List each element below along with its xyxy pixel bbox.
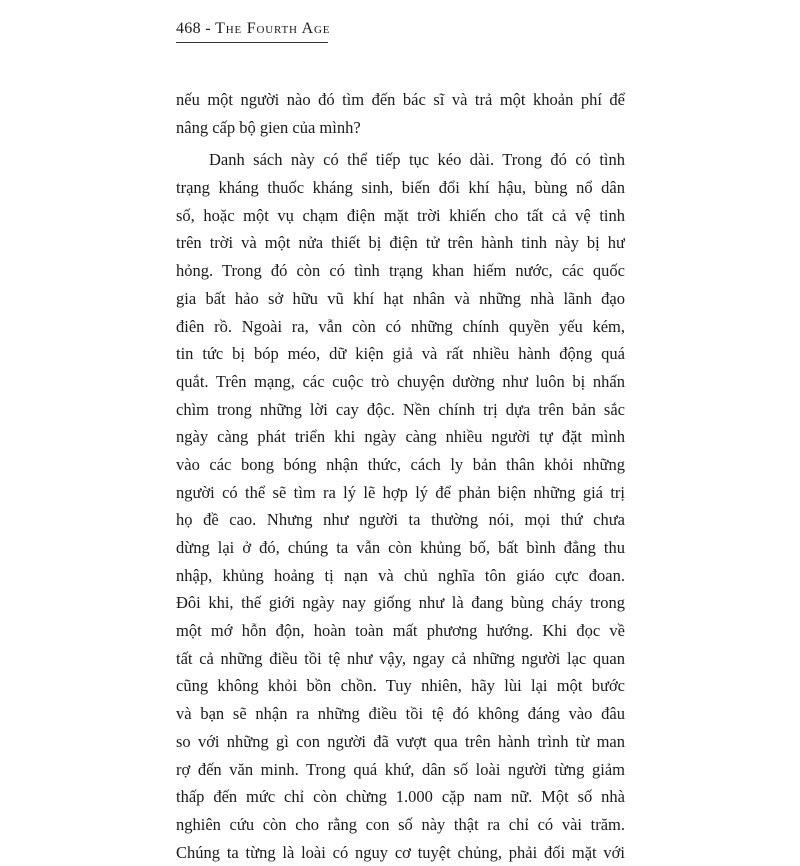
text-line: trạng kháng thuốc kháng sinh, biến đổi khí hậu, bùng nổ dân <box>176 178 625 198</box>
text-line: hỏng. Trong đó còn có tình trạng khan hiếm nước, các quốc <box>176 261 625 281</box>
text-line: và bạn sẽ nhận ra những điều tồi tệ đó không đáng vào đâu <box>176 704 625 724</box>
text-line: số, hoặc một vụ chạm điện mặt trời khiến cho tất cả vệ tinh <box>176 205 625 225</box>
paragraph <box>176 141 625 866</box>
text-line: dừng lại ở đó, chúng ta vẫn còn khủng bố, bất bình đẳng thu <box>176 538 625 557</box>
text-line: rợ đến văn minh. Trong quá khứ, dân số loài người từng giảm <box>176 759 625 779</box>
text-line: Đôi khi, thế giới ngày nay giống như là đang bùng cháy trong <box>176 593 625 613</box>
text-line: nghiên cứu còn cho rằng con số này thật ra chỉ có vài trăm. <box>176 814 625 834</box>
text-line: ngày càng phát triển khi ngày càng nhiều người tự đặt mình <box>176 427 625 447</box>
text-line: trên trời và một nửa thiết bị điện tử trên hành tinh này bị hư <box>176 233 625 253</box>
running-header <box>176 18 331 40</box>
text-line: người có thể sẽ tìm ra lý lẽ hợp lý để phản biện những giá trị <box>176 482 625 502</box>
page-number: 468 <box>176 20 201 37</box>
text-line: điên rồ. Ngoài ra, vẫn còn có những chính quyền yếu kém, <box>176 316 625 336</box>
text-line: vào các bong bóng nhận thức, cách ly bản thân khỏi những <box>176 454 625 474</box>
header-rule <box>176 42 328 43</box>
text-line: tất cả những điều tồi tệ như vậy, ngay cả những người lạc quan <box>176 648 625 668</box>
body-text <box>176 86 625 866</box>
text-line: chìm trong những lời cay độc. Nền chính trị dựa trên bản sắc <box>176 399 625 419</box>
text-line: một mớ hỗn độn, hoàn toàn mất phương hướng. Khi đọc về <box>176 621 625 641</box>
text-line: so với những gì con người đã vượt qua trên hành trình từ man <box>176 731 625 751</box>
header-separator: - <box>200 20 216 37</box>
book-title: The Fourth Age <box>215 20 331 37</box>
text-line: quắt. Trên mạng, các cuộc trò chuyện dường như luôn bị nhấn <box>176 371 625 391</box>
text-line: thấp đến mức chỉ còn chừng 1.000 cặp nam nữ. Một số nhà <box>176 787 625 807</box>
text-line: gia bất hảo sở hữu vũ khí hạt nhân và những nhà lãnh đạo <box>176 288 625 308</box>
paragraph <box>176 86 625 141</box>
text-line: tin tức bị bóp méo, dữ kiện giả và rất nhiều hành động quá <box>176 344 625 364</box>
text-line: nâng cấp bộ gien của mình? <box>176 117 361 137</box>
text-line: họ đề cao. Nhưng như người ta thường nói, mọi thứ chưa <box>176 510 625 530</box>
text-line: nếu một người nào đó tìm đến bác sĩ và trả một khoản phí để <box>176 90 625 109</box>
text-line: nhập, khủng hoảng tị nạn và chủ nghĩa tôn giáo cực đoan. <box>176 565 625 585</box>
text-line: Chúng ta từng là loài có nguy cơ tuyệt chủng, phải đối mặt với <box>176 842 625 862</box>
text-line: Danh sách này có thể tiếp tục kéo dài. Trong đó có tình <box>209 150 625 170</box>
text-line: cũng không khỏi bồn chồn. Tuy nhiên, hãy lùi lại một bước <box>176 676 625 696</box>
